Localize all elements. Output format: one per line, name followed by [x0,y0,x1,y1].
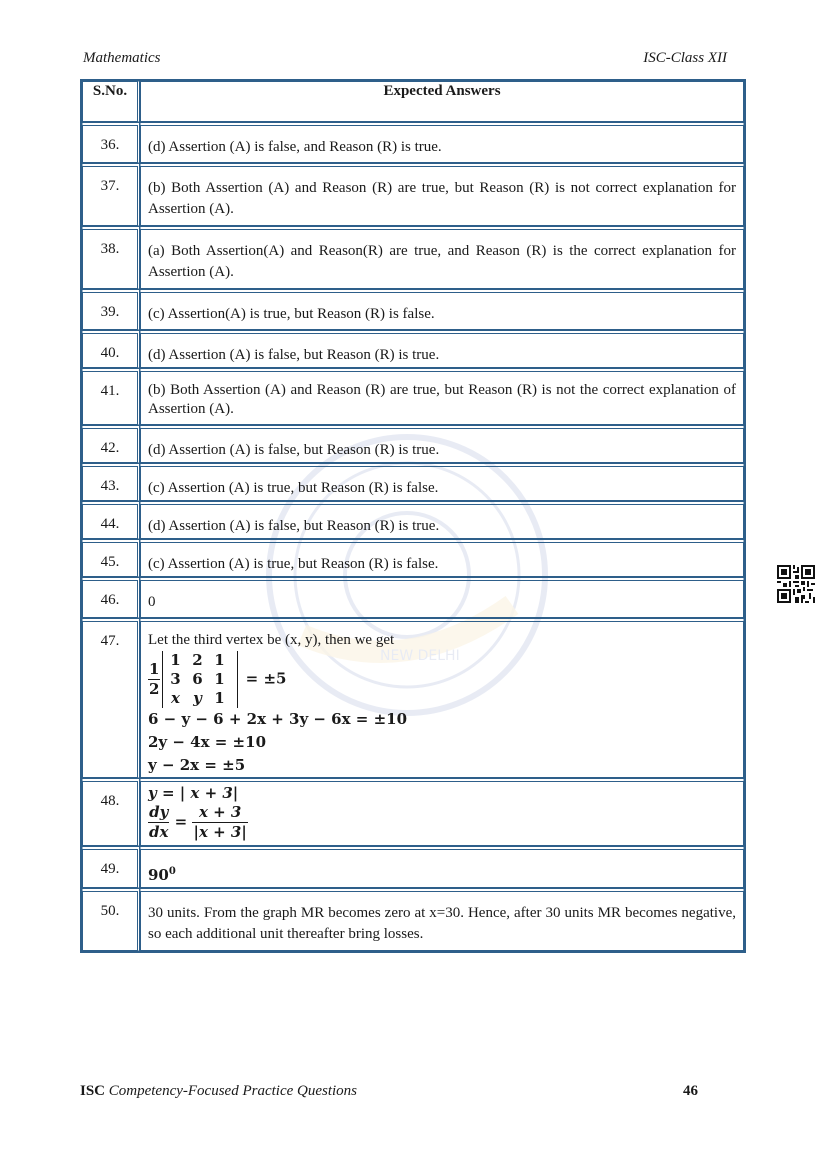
col-header-sno: S.No. [82,81,140,122]
row-number: 41. [82,368,140,425]
table-row [82,330,744,368]
row-number: 48. [82,778,140,846]
table-row [82,289,744,330]
half-fraction [148,660,160,699]
fraction-numerator: dy [149,803,169,821]
row-number: 37. [82,163,140,226]
det-cell: 1 [214,689,225,707]
row-answer: (b) Both Assertion (A) and Reason (R) are true, but Reason (R) is not correct explanation for Assertion (A). [140,163,744,226]
page-number: 46 [683,1083,698,1099]
rhs-fraction [192,803,247,842]
col-header-answers: Expected Answers [140,81,744,122]
table-row-49 [82,846,744,888]
table-row [82,539,744,577]
table-row-48 [82,778,744,846]
answers-table [80,79,746,953]
row-answer: (d) Assertion (A) is false, but Reason (R) is true. [140,425,744,463]
row-answer: (d) Assertion (A) is false, and Reason (R) is true. [140,122,744,163]
qr-code-icon[interactable] [777,565,815,603]
table-row [82,163,744,226]
det-cell: 2 [192,651,203,669]
table-row [82,122,744,163]
fraction-denominator: |x + 3| [193,823,247,841]
row-answer-48 [140,778,744,846]
equation-line: y − 2x = ±5 [148,756,246,774]
det-cell: 6 [192,670,203,688]
table-row [82,226,744,289]
row-answer: 0 [140,577,744,618]
fraction-denominator: dx [149,823,169,841]
table-row [82,577,744,618]
derivative-equation [148,803,736,842]
row-number: 38. [82,226,140,289]
row-number: 45. [82,539,140,577]
row-answer: (d) Assertion (A) is false, but Reason (R) is true. [140,330,744,368]
table-row [82,463,744,501]
svg-text:NEW DELHI: NEW DELHI [380,648,460,664]
det-cell: 1 [214,670,225,688]
table-row [82,368,744,425]
row-number: 36. [82,122,140,163]
det-cell: y [193,689,202,707]
row-answer: (c) Assertion (A) is true, but Reason (R) is false. [140,539,744,577]
equation-line: 6 − y − 6 + 2x + 3y − 6x = ±10 [148,710,408,728]
q47-intro: Let the third vertex be (x, y), then we get [148,632,395,648]
fraction-numerator: x + 3 [192,803,247,823]
table-header-row [82,81,744,122]
det-cell: 1 [214,651,225,669]
equation-line: y = | x + 3| [148,784,239,802]
determinant-equation [148,651,736,708]
angle-value: 90 [148,866,169,884]
equation-line: 2y − 4x = ±10 [148,733,267,751]
row-number: 42. [82,425,140,463]
angle-answer [148,866,176,884]
running-header-subject: Mathematics [83,50,161,66]
row-answer: (a) Both Assertion(A) and Reason(R) are true, and Reason (R) is the correct explanation for Assertion (A). [140,226,744,289]
footer-brand: ISC [80,1083,106,1099]
row-answer-50: 30 units. From the graph MR becomes zero at x=30. Hence, after 30 units MR becomes negative, so each additional unit thereafter bring losses. [140,888,744,951]
row-number: 49. [82,846,140,888]
dy-dx-fraction [148,803,169,842]
row-number: 44. [82,501,140,539]
row-number: 46. [82,577,140,618]
table-row-47 [82,618,744,778]
row-number: 50. [82,888,140,951]
row-number: 40. [82,330,140,368]
det-rhs: = ±5 [245,669,287,688]
table-row [82,501,744,539]
row-answer: (c) Assertion (A) is true, but Reason (R) is false. [140,463,744,501]
running-header-class: ISC-Class XII [643,50,727,66]
footer-title [80,1083,357,1100]
row-answer: (d) Assertion (A) is false, but Reason (R) is true. [140,501,744,539]
fraction-numerator: 1 [149,660,160,678]
degree-superscript: 0 [168,866,176,877]
determinant [162,651,238,708]
det-cell: x [170,689,180,707]
footer-book-title: Competency-Focused Practice Questions [108,1083,358,1099]
table-row [82,425,744,463]
row-answer-47 [140,618,744,778]
equals-sign: = [174,812,188,831]
row-answer: (c) Assertion(A) is true, but Reason (R) is false. [140,289,744,330]
row-number: 43. [82,463,140,501]
table-row-50 [82,888,744,951]
row-answer-49 [140,846,744,888]
fraction-denominator: 2 [149,680,160,698]
row-number: 39. [82,289,140,330]
row-number: 47. [82,618,140,778]
det-cell: 3 [170,670,181,688]
det-cell: 1 [170,651,181,669]
row-answer: (b) Both Assertion (A) and Reason (R) are true, but Reason (R) is not the correct explanation of Assertion (A). [140,368,744,425]
